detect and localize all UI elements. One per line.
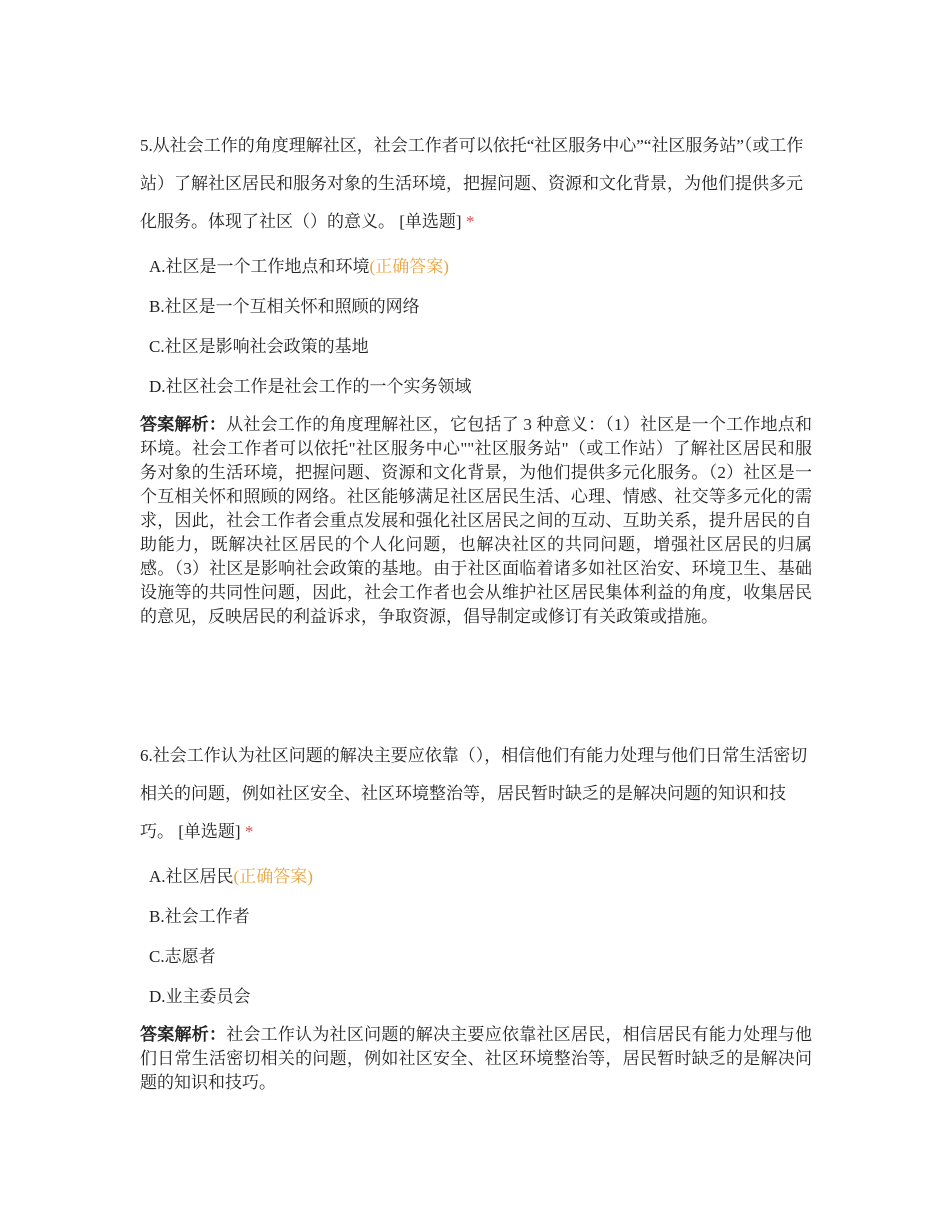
question-6: [140, 737, 812, 1095]
analysis-label: 答案解析：: [140, 1025, 227, 1044]
option-d: [140, 977, 812, 1017]
options-list: [140, 857, 812, 1017]
options-list: [140, 247, 812, 407]
option-a: [140, 247, 812, 287]
option-c: [140, 327, 812, 367]
correct-answer-tag: (正确答案): [369, 257, 449, 276]
option-text: B.社区是一个互相关怀和照顾的网络: [149, 297, 420, 316]
option-text: A.社区居民: [149, 867, 234, 886]
required-mark: *: [465, 212, 475, 231]
option-text: D.社区社会工作是社会工作的一个实务领域: [149, 377, 472, 396]
answer-analysis: [140, 413, 812, 629]
option-text: A.社区是一个工作地点和环境: [149, 257, 370, 276]
analysis-text: 社会工作认为社区问题的解决主要应依靠社区居民，相信居民有能力处理与他们日常生活密切相关的问题，例如社区安全、社区环境整治等，居民暂时缺乏的是解决问题的知识和技巧。: [140, 1025, 813, 1092]
required-mark: *: [244, 822, 254, 841]
question-type-tag: [单选题]: [399, 212, 462, 231]
question-stem: [140, 127, 812, 241]
question-type-tag: [单选题]: [178, 822, 241, 841]
question-text: 6.社会工作认为社区问题的解决主要应依靠（），相信他们有能力处理与他们日常生活密切相关的问题，例如社区安全、社区环境整治等，居民暂时缺乏的是解决问题的知识和技巧。: [140, 746, 808, 841]
analysis-label: 答案解析：: [140, 415, 227, 434]
question-stem: [140, 737, 812, 851]
answer-analysis: [140, 1023, 812, 1095]
option-c: [140, 937, 812, 977]
option-text: D.业主委员会: [149, 987, 251, 1006]
question-text: 5.从社会工作的角度理解社区，社会工作者可以依托“社区服务中心”“社区服务站”（或工作站）了解社区居民和服务对象的生活环境，把握问题、资源和文化背景，为他们提供多元化服务。体现了社区（）的意义。: [140, 136, 804, 231]
analysis-text: 从社会工作的角度理解社区，它包括了 3 种意义：（1）社区是一个工作地点和环境。社会工作者可以依托"社区服务中心""社区服务站"（或工作站）了解社区居民和服务对象的生活环境，把握问题、资源和文化背景，为他们提供多元化服务。（2）社区是一个互相关怀和照顾的网络。社区能够满足社区居民生活、心理、情感、社交等多元化的需求，因此，社会工作者会重点发展和强化社区居民之间的互动、互助关系，提升居民的自助能力，既解决社区居民的个人化问题，也解决社区的共同问题，增强社区居民的归属感。（3）社区是影响社会政策的基地。由于社区面临着诸多如社区治安、环境卫生、基础设施等的共同性问题，因此，社会工作者也会从维护社区居民集体利益的角度，收集居民的意见，反映居民的利益诉求，争取资源，倡导制定或修订有关政策或措施。: [140, 415, 812, 626]
option-d: [140, 367, 812, 407]
option-a: [140, 857, 812, 897]
option-text: B.社会工作者: [149, 907, 250, 926]
option-b: [140, 897, 812, 937]
option-b: [140, 287, 812, 327]
question-5: [140, 127, 812, 629]
correct-answer-tag: (正确答案): [233, 867, 313, 886]
option-text: C.社区是影响社会政策的基地: [149, 337, 369, 356]
option-text: C.志愿者: [149, 947, 216, 966]
